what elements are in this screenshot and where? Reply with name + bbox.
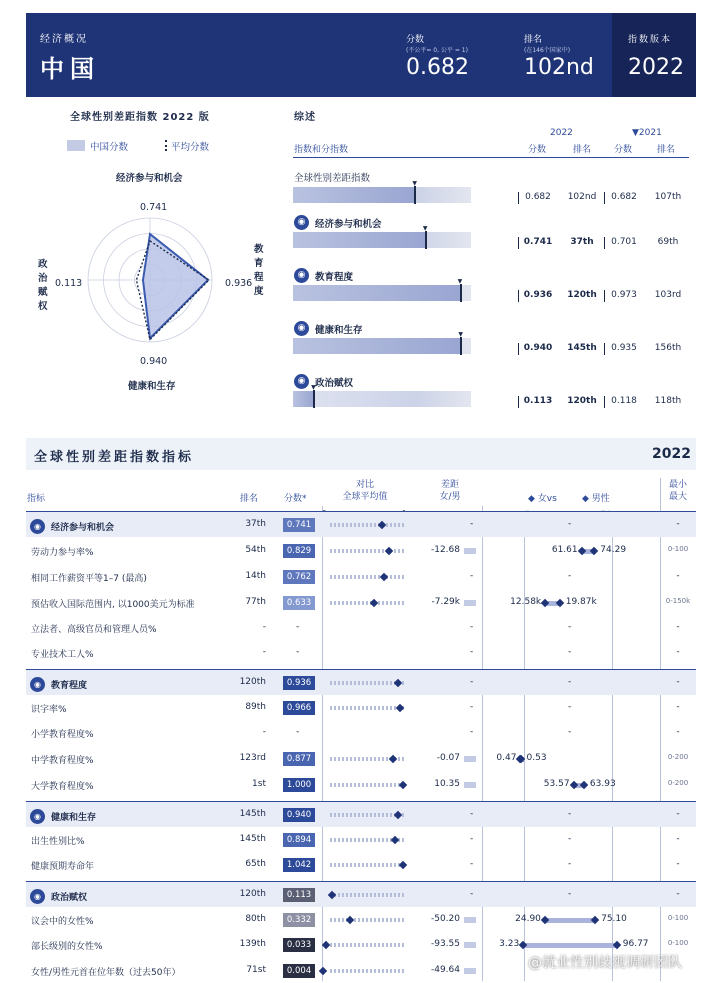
overview-distribution-bar xyxy=(293,278,471,301)
indicator-name xyxy=(31,834,85,847)
minmax-range: 0-100 xyxy=(667,545,689,553)
indicator-label: 立法者、高级官员和管理人员% xyxy=(31,625,157,635)
minmax-range: - xyxy=(676,647,680,657)
minmax-range: - xyxy=(676,834,680,844)
indicator-rank: 123rd xyxy=(239,753,266,763)
female-value: 0.47 xyxy=(496,753,517,763)
overview-2021-marker: ▼ xyxy=(457,278,463,285)
male-value: 19.87k xyxy=(565,597,597,607)
indicator-rank: 145th xyxy=(239,809,266,819)
indicator-label: 专业技术工人% xyxy=(31,650,94,660)
compare-distribution xyxy=(330,918,405,922)
overview-rank-2022: 37th xyxy=(570,237,594,247)
minmax-range: - xyxy=(676,702,680,712)
overview-distribution-bar xyxy=(293,180,471,203)
minmax-range: - xyxy=(676,809,680,819)
edition-label: 指数版本 xyxy=(628,35,673,45)
indicator-label: 相同工作薪资平等1–7 (最高) xyxy=(31,574,147,584)
overview-score-2021: 0.118 xyxy=(611,396,637,406)
female-male-value: - xyxy=(568,834,572,844)
overview-rank-2022: 145th xyxy=(567,343,597,353)
h-score-2021: 分数 xyxy=(614,145,633,155)
indicator-label: 政治赋权 xyxy=(51,893,88,903)
overview-col-sep xyxy=(518,396,519,408)
year-2022-label: 2022 xyxy=(550,128,573,138)
indicator-rank: 77th xyxy=(245,597,266,607)
indicator-score: - xyxy=(296,647,300,657)
overview-bar-fill xyxy=(293,187,414,203)
overview-score-2021: 0.935 xyxy=(611,343,637,353)
indicator-label: 教育程度 xyxy=(51,681,88,691)
overview-col-sep xyxy=(518,192,519,204)
overview-rank-2022: 102nd xyxy=(567,192,597,202)
subindex-icon: ◉ xyxy=(294,374,309,389)
radar-country-area xyxy=(143,234,208,338)
overview-row-label: 教育程度 xyxy=(315,271,354,283)
indicator-name xyxy=(31,571,147,584)
indicator-score: 0.877 xyxy=(283,752,315,766)
indicator-name xyxy=(31,753,94,766)
overview-score-marker xyxy=(313,390,315,408)
category-name xyxy=(30,809,96,824)
overview-bar-fill xyxy=(293,338,460,354)
male-value: 96.77 xyxy=(622,939,649,949)
indicator-rank: 145th xyxy=(239,834,266,844)
th-score: 分数* xyxy=(284,494,307,504)
indicator-label: 议会中的女性% xyxy=(31,917,94,927)
female-value: 12.58k xyxy=(510,597,542,607)
indicator-rank: - xyxy=(262,647,266,657)
compare-distribution xyxy=(330,575,405,579)
overview-header-rule xyxy=(293,157,689,158)
category-icon: ◉ xyxy=(30,519,45,534)
overview-col-sep xyxy=(604,396,605,408)
category-name xyxy=(30,519,114,534)
female-value: 53.57 xyxy=(543,779,570,789)
category-name xyxy=(30,677,87,692)
female-male-bar xyxy=(523,943,617,948)
indicator-score: 0.741 xyxy=(283,518,315,532)
indicator-score: 0.829 xyxy=(283,544,315,558)
indicator-score: 0.936 xyxy=(283,676,315,690)
gap-right-rule xyxy=(482,506,483,981)
indicator-year: 2022 xyxy=(652,446,691,462)
gap-bar xyxy=(464,548,476,554)
overview-col-sep xyxy=(604,237,605,249)
gap-value: -93.55 xyxy=(430,939,460,949)
female-male-bar xyxy=(545,918,595,923)
compare-distribution xyxy=(330,601,405,605)
indicator-label: 健康和生存 xyxy=(51,813,97,823)
gap-value: - xyxy=(470,889,474,899)
gap-value: -50.20 xyxy=(430,914,460,924)
indicator-rank: 54th xyxy=(245,545,266,555)
watermark: @就业性别歧视调研团队 xyxy=(528,955,682,971)
overview-score-marker xyxy=(414,186,416,204)
indicator-name xyxy=(31,545,94,558)
country-header xyxy=(26,13,696,97)
overview-rank-2021: 103rd xyxy=(654,290,682,300)
indicator-name xyxy=(31,727,94,740)
female-male-value: - xyxy=(568,727,572,737)
overview-score-marker xyxy=(460,337,462,355)
minmax-range: - xyxy=(676,859,680,869)
overview-score-2022: 0.682 xyxy=(525,192,551,202)
edition-box xyxy=(612,13,696,97)
gap-bar xyxy=(464,600,476,606)
year-2021-label: ▼2021 xyxy=(632,128,662,138)
indicator-label: 健康预期寿命年 xyxy=(31,862,95,872)
indicator-label: 经济参与和机会 xyxy=(51,523,115,533)
overview-2021-marker: ▼ xyxy=(458,331,463,338)
minmax-range: 0-200 xyxy=(667,753,689,761)
indicator-score: 0.332 xyxy=(283,913,315,927)
indicator-score: 0.004 xyxy=(283,964,315,978)
female-value: 3.23 xyxy=(499,939,520,949)
minmax-range: 0-100 xyxy=(667,914,689,922)
overview-col-sep xyxy=(604,343,605,355)
category-icon: ◉ xyxy=(30,809,45,824)
indicator-rank: 1st xyxy=(252,779,266,789)
compare-left-rule xyxy=(322,506,323,981)
overview-score-2022: 0.741 xyxy=(523,237,553,247)
gap-bar xyxy=(464,942,476,948)
indicator-name xyxy=(31,647,94,660)
female-male-value: - xyxy=(568,702,572,712)
minmax-range: 0-150k xyxy=(665,597,691,605)
rank-label: 排名 xyxy=(524,35,543,45)
indicator-rank: 71st xyxy=(246,965,266,975)
gap-bar xyxy=(464,917,476,923)
minmax-range: - xyxy=(676,519,680,529)
female-male-value: - xyxy=(568,622,572,632)
indicator-label: 大学教育程度% xyxy=(31,782,94,792)
gap-value: - xyxy=(470,677,474,687)
compare-distribution xyxy=(330,893,405,897)
indicator-rank: 120th xyxy=(239,677,266,687)
th-female-vs: ◆ 女vs xyxy=(528,494,557,504)
overview-rank-2021: 156th xyxy=(654,343,682,353)
indicator-name xyxy=(31,939,103,952)
indicator-score: 0.940 xyxy=(283,808,315,822)
indicator-name xyxy=(31,597,195,610)
overview-rank-2021: 118th xyxy=(654,396,682,406)
gap-bar xyxy=(464,968,476,974)
female-male-value: - xyxy=(568,889,572,899)
minmax-range: - xyxy=(676,571,680,581)
overview-row-name xyxy=(294,268,353,283)
overview-row-label: 政治赋权 xyxy=(315,377,354,389)
gap-value: -49.64 xyxy=(430,965,460,975)
gap-value: -0.07 xyxy=(436,753,460,763)
overview-distribution-bar xyxy=(293,384,471,407)
indicator-rank: 139th xyxy=(239,939,266,949)
minmax-range: - xyxy=(676,622,680,632)
subindex-icon: ◉ xyxy=(294,268,309,283)
gap-value: - xyxy=(470,727,474,737)
male-value: 63.93 xyxy=(589,779,616,789)
rank-note: (在146个国家中) xyxy=(524,47,571,54)
rank-value: 102nd xyxy=(524,55,594,80)
compare-distribution xyxy=(330,549,405,553)
minmax-range: 0-100 xyxy=(667,939,689,947)
gap-value: - xyxy=(470,834,474,844)
legend-country-swatch xyxy=(67,140,85,151)
indicator-name xyxy=(31,859,94,872)
overview-bar-fill xyxy=(293,232,425,248)
overview-2021-marker: ▼ xyxy=(422,225,428,232)
minmax-range: - xyxy=(676,727,680,737)
h-rank-2021: 排名 xyxy=(657,145,676,155)
category-name xyxy=(30,889,87,904)
edition-value: 2022 xyxy=(628,55,684,80)
indicator-rank: 65th xyxy=(245,859,266,869)
indicator-label: 出生性别比% xyxy=(31,837,85,847)
female-male-value: - xyxy=(568,571,572,581)
overview-row-name xyxy=(294,321,363,336)
indicator-score: 1.042 xyxy=(283,858,315,872)
radar-label-top: 经济参与和机会 xyxy=(116,173,183,184)
radar-value-top: 0.741 xyxy=(140,202,168,213)
overview-bar-fill xyxy=(293,391,313,407)
th-minmax: 最小 最大 xyxy=(668,480,687,502)
overview-col-sep xyxy=(518,343,519,355)
overview-distribution-bar xyxy=(293,225,471,248)
compare-distribution xyxy=(330,863,405,867)
indicator-rank: 80th xyxy=(245,914,266,924)
overview-col-sep xyxy=(604,290,605,302)
overview-rank-2021: 107th xyxy=(654,192,682,202)
radar-label-bottom: 健康和生存 xyxy=(128,381,176,392)
overview-title: 综述 xyxy=(294,112,316,123)
overview-rank-2021: 69th xyxy=(657,237,679,247)
gap-value: - xyxy=(470,647,474,657)
legend-country-label: 中国分数 xyxy=(90,142,129,153)
overview-bar-fill xyxy=(293,285,460,301)
compare-marker xyxy=(399,861,407,869)
h-score-2022: 分数 xyxy=(528,145,547,155)
indicator-rank: 120th xyxy=(239,889,266,899)
compare-distribution xyxy=(330,706,405,710)
category-icon: ◉ xyxy=(30,677,45,692)
overview-2021-marker: ▼ xyxy=(311,384,316,391)
indicator-label: 中学教育程度% xyxy=(31,756,94,766)
male-value: 0.53 xyxy=(526,753,547,763)
compare-distribution xyxy=(330,783,405,787)
th-indicator: 指标 xyxy=(27,494,46,504)
compare-distribution xyxy=(330,969,405,973)
overview-col-sep xyxy=(518,237,519,249)
gap-value: 10.35 xyxy=(434,779,460,789)
indicator-rank: 89th xyxy=(245,702,266,712)
overview-score-2022: 0.113 xyxy=(523,396,553,406)
female-value: 61.61 xyxy=(551,545,578,555)
gap-value: -7.29k xyxy=(431,597,460,607)
female-male-value: - xyxy=(568,519,572,529)
gap-value: - xyxy=(470,622,474,632)
overview-distribution-bar xyxy=(293,331,471,354)
indicator-score: - xyxy=(296,622,300,632)
compare-marker xyxy=(399,781,407,789)
profile-label: 经济概况 xyxy=(40,34,88,45)
overview-row-name xyxy=(294,374,353,389)
overview-score-marker xyxy=(460,284,462,302)
score-note: (不公平= 0, 公平 = 1) xyxy=(406,47,468,54)
h-rank-2022: 排名 xyxy=(573,145,592,155)
overview-row-label: 健康和生存 xyxy=(315,324,363,336)
min-tick-rule xyxy=(524,516,525,981)
compare-distribution xyxy=(330,943,405,947)
th-gap: 差距 女/男 xyxy=(439,480,461,502)
radar-value-right: 0.936 xyxy=(225,278,253,289)
th-compare: 对比 全球平均值 xyxy=(342,480,388,502)
radar-title: 全球性别差距指数 2022 版 xyxy=(70,112,210,123)
female-male-value: - xyxy=(568,859,572,869)
indicator-name xyxy=(31,914,94,927)
female-male-value: - xyxy=(568,677,572,687)
overview-score-2021: 0.682 xyxy=(611,192,637,202)
compare-distribution xyxy=(330,523,405,527)
compare-marker xyxy=(319,967,327,975)
indicator-score: 0.894 xyxy=(283,833,315,847)
radar-value-bottom: 0.940 xyxy=(140,356,168,367)
indicator-label: 预估收入国际范围内, 以1000美元为标准 xyxy=(31,600,195,610)
indicator-name xyxy=(31,779,94,792)
overview-row-name xyxy=(294,170,370,184)
gap-value: - xyxy=(470,859,474,869)
indicator-score: - xyxy=(296,727,300,737)
max-tick-rule xyxy=(612,516,613,981)
indicator-name xyxy=(31,965,181,978)
indicator-label: 劳动力参与率% xyxy=(31,548,94,558)
indicator-label: 女性/男性元首在位年数（过去50年） xyxy=(31,968,181,978)
subindex-icon: ◉ xyxy=(294,215,309,230)
gap-value: - xyxy=(470,519,474,529)
indicator-label: 部长级别的女性% xyxy=(31,942,103,952)
overview-rank-2022: 120th xyxy=(567,290,597,300)
radar-label-right: 教育程度 xyxy=(254,244,264,297)
overview-score-2021: 0.973 xyxy=(611,290,637,300)
overview-col-sep xyxy=(518,290,519,302)
minmax-range: - xyxy=(676,677,680,687)
indicator-score: 0.762 xyxy=(283,570,315,584)
gap-bar xyxy=(464,756,476,762)
radar-value-left: 0.113 xyxy=(55,278,83,289)
male-value: 74.29 xyxy=(600,545,627,555)
female-male-value: - xyxy=(568,647,572,657)
radar-chart xyxy=(80,205,220,355)
indicator-rank: 37th xyxy=(245,519,266,529)
indicator-score: 0.033 xyxy=(283,938,315,952)
overview-row-name xyxy=(294,215,382,230)
indicator-score: 0.113 xyxy=(283,888,315,902)
gap-value: -12.68 xyxy=(430,545,460,555)
overview-row-label: 全球性别差距指数 xyxy=(294,173,371,184)
category-icon: ◉ xyxy=(30,889,45,904)
overview-col-label: 指数和分指数 xyxy=(294,145,349,155)
score-value: 0.682 xyxy=(406,55,469,80)
indicator-rank: - xyxy=(262,727,266,737)
indicator-score: 1.000 xyxy=(283,778,315,792)
indicator-name xyxy=(31,702,67,715)
indicator-name xyxy=(31,622,157,635)
indicator-label: 识字率% xyxy=(31,705,67,715)
legend-avg-label: 平均分数 xyxy=(171,142,210,153)
overview-col-sep xyxy=(604,192,605,204)
legend-avg-swatch xyxy=(165,140,167,151)
male-value: 75.10 xyxy=(601,914,627,924)
indicator-rank: 14th xyxy=(245,571,266,581)
th-rank: 排名 xyxy=(240,494,259,504)
minmax-range: - xyxy=(676,889,680,899)
overview-row-label: 经济参与和机会 xyxy=(315,218,382,230)
overview-rank-2022: 120th xyxy=(567,396,597,406)
overview-score-2022: 0.936 xyxy=(523,290,553,300)
female-male-value: - xyxy=(568,809,572,819)
indicator-title: 全球性别差距指数指标 xyxy=(34,450,195,465)
score-label: 分数 xyxy=(406,35,425,45)
female-value: 24.90 xyxy=(515,914,541,924)
radar-label-left: 政治赋权 xyxy=(38,259,48,312)
gap-value: - xyxy=(470,809,474,819)
subindex-icon: ◉ xyxy=(294,321,309,336)
overview-2021-marker: ▼ xyxy=(412,180,418,187)
indicator-label: 小学教育程度% xyxy=(31,730,94,740)
th-male: ◆ 男性 xyxy=(582,494,610,504)
indicator-score: 0.633 xyxy=(283,596,315,610)
country-name: 中国 xyxy=(40,55,100,83)
minmax-range: 0-200 xyxy=(667,779,689,787)
gap-value: - xyxy=(470,571,474,581)
gap-bar xyxy=(464,782,476,788)
gap-value: - xyxy=(470,702,474,712)
indicator-score: 0.966 xyxy=(283,701,315,715)
overview-score-2022: 0.940 xyxy=(523,343,553,353)
overview-score-2021: 0.701 xyxy=(611,237,637,247)
overview-score-marker xyxy=(425,231,427,249)
indicator-rank: - xyxy=(262,622,266,632)
